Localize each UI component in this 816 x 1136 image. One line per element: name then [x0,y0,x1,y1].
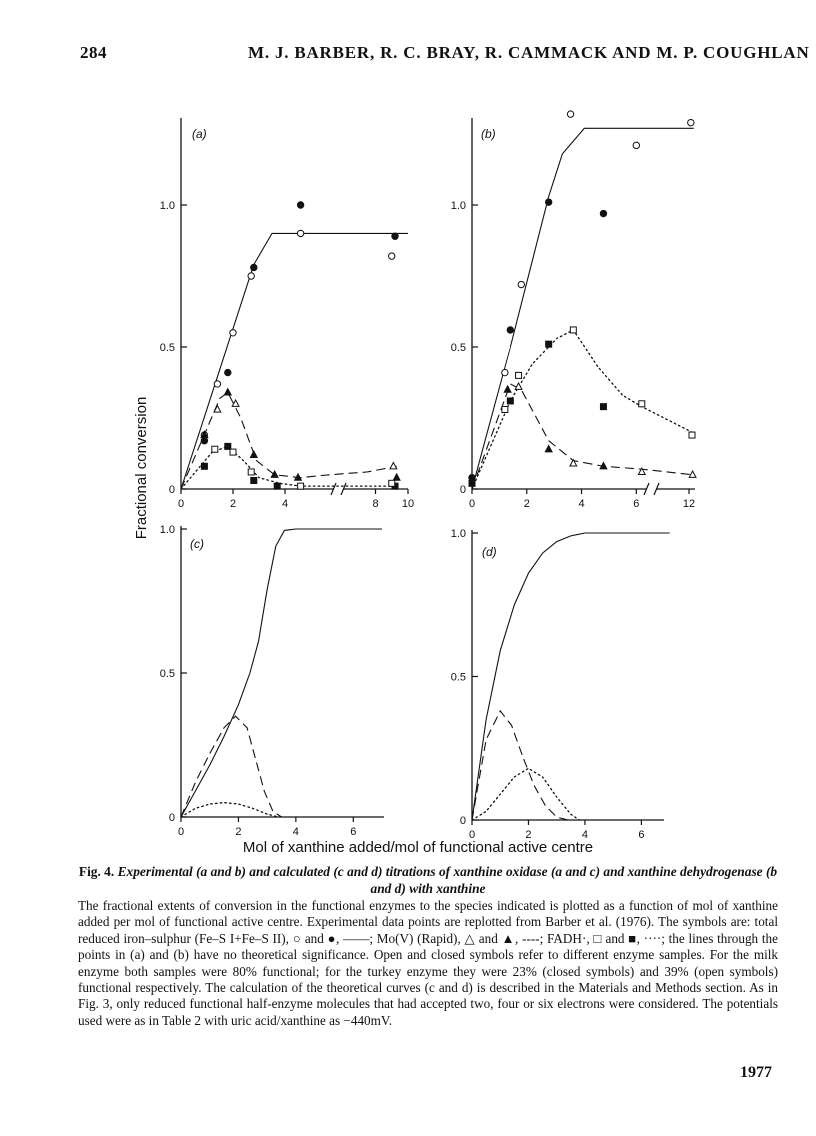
curve-mov-dashed [472,711,568,820]
page-number: 284 [80,43,107,62]
data-point-open-triangle [390,462,397,468]
data-point-open-square [516,372,522,378]
y-tick-label: 0 [459,815,466,827]
data-point-open-square [639,401,645,407]
figure-label: Fig. 4. [78,864,115,879]
panel-label: (b) [481,127,496,141]
y-tick-label: 0 [168,812,175,824]
data-point-open-square [502,406,508,412]
data-point-open-circle [633,142,639,148]
data-point-filled-circle [225,369,231,375]
data-point-open-triangle [515,383,522,389]
data-point-filled-triangle [250,451,257,457]
data-point-filled-triangle [271,471,278,477]
data-point-filled-square [251,477,257,483]
data-point-open-square [230,449,236,455]
x-tick-label: 2 [525,829,532,841]
data-point-open-circle [230,330,236,336]
data-point-filled-square [600,404,606,410]
panel-label: (d) [482,545,497,559]
data-point-open-square [689,432,695,438]
x-tick-label: 8 [372,498,379,510]
panel-a [160,118,414,510]
figure-caption: The fractional extents of conversion in the functional enzymes to the species indicated is plotted as a function of mol of xanthine added per mol of functional active centre. Experimental data points are replotted from Barber et al. (1976). The symbols are: total reduced iron–sulphur (Fe–S I+Fe–S II), ○ and ●, ——; Mo(V) (Rapid), △ and ▲, ----; FADH·, □ and ■, ····; the lines through the points in (a) and (b) have no theoretical significance. Open and closed symbols refer to different enzyme samples. For the milk enzyme both samples were 80% functional; for the turkey enzyme they were 23% (closed symbols) and 39% (open symbols) functional respectively. The calculation of the theoretical curves (c and d) is described in the Materials and Methods section. As in Fig. 3, only reduced functional half-enzyme molecules that had accepted two, four or six electrons were considered. The potentials used were as in Table 2 with uric acid/xanthine as −440mV. [78,898,778,1028]
data-point-filled-triangle [545,445,552,451]
data-point-open-square [248,469,254,475]
x-tick-label: 6 [638,829,645,841]
x-tick-label: 4 [281,498,289,510]
x-axis-label: Mol of xanthine added/mol of functional active centre [242,839,594,856]
curve-mov-dashed [181,392,397,489]
y-tick-label: 0 [459,484,466,496]
x-tick-label: 2 [235,826,242,838]
running-head-authors: M. J. BARBER, R. C. BRAY, R. CAMMACK AND M. P. COUGHLAN [248,43,810,62]
data-point-filled-square [201,463,207,469]
data-point-open-square [570,327,576,333]
x-tick-label: 10 [401,498,415,510]
curve-mov-dashed [181,716,282,817]
data-point-open-circle [297,230,303,236]
data-point-open-circle [518,281,524,287]
x-tick-label: 0 [177,498,185,510]
curve-fes-solid [472,128,694,489]
x-tick-label: 4 [581,829,589,841]
data-point-filled-circle [507,327,513,333]
data-point-filled-square [507,398,513,404]
x-tick-label: 6 [633,498,640,510]
y-tick-label: 0 [168,484,175,496]
curve-fadh-dotted [472,768,579,820]
data-point-filled-circle [392,233,398,239]
data-point-filled-triangle [504,386,511,392]
data-point-filled-square [274,483,280,489]
y-tick-label: 1.0 [159,524,175,536]
data-point-filled-square [546,341,552,347]
data-point-open-circle [567,111,573,117]
data-point-filled-triangle [224,389,231,395]
x-tick-label: 0 [177,826,185,838]
data-point-open-circle [214,381,220,387]
x-tick-label: 6 [350,826,357,838]
x-tick-label: 0 [468,829,476,841]
panel-d [451,528,670,841]
y-tick-label: 0.5 [159,668,175,680]
data-point-open-square [389,480,395,486]
page-footer-year: 1977 [740,1064,772,1081]
x-tick-label: 12 [682,498,696,510]
y-tick-label: 0.5 [159,342,175,354]
curve-fadh-dotted [181,803,279,817]
curve-mov-dashed [472,384,693,489]
data-point-filled-square [225,443,231,449]
x-tick-label: 0 [468,498,476,510]
data-point-open-square [298,483,304,489]
panel-label: (a) [192,127,207,141]
data-point-filled-square [469,480,475,486]
figure-title-text: Experimental (a and b) and calculated (c and d) titrations of xanthine oxidase (a and c) and xanthine dehydrogenase (b and d) with xanthine [117,864,778,896]
x-tick-label: 2 [229,498,237,510]
x-tick-label: 2 [523,498,530,510]
curve-fes-solid [472,533,670,820]
data-point-open-triangle [689,471,696,477]
data-point-open-circle [688,119,694,125]
panel-b [451,111,696,510]
y-tick-label: 1.0 [450,200,466,212]
y-tick-label: 0.5 [450,342,466,354]
panel-c [160,524,384,838]
data-point-filled-circle [600,210,606,216]
curve-fadh-dotted [181,446,395,489]
data-point-open-circle [389,253,395,259]
panel-label: (c) [190,537,204,551]
x-tick-label: 4 [292,826,299,838]
data-point-open-circle [502,369,508,375]
figure-title [78,863,778,897]
y-tick-label: 1.0 [159,200,175,212]
y-axis-label: Fractional conversion [133,396,150,540]
data-point-filled-circle [297,202,303,208]
data-point-filled-circle [251,264,257,270]
data-point-filled-circle [545,199,551,205]
curve-fes-solid [181,529,382,817]
y-tick-label: 0.5 [450,671,466,684]
data-point-open-circle [248,273,254,279]
data-point-open-square [212,446,218,452]
x-tick-label: 4 [578,498,585,510]
y-tick-label: 1.0 [450,528,466,540]
data-point-filled-triangle [393,474,400,480]
